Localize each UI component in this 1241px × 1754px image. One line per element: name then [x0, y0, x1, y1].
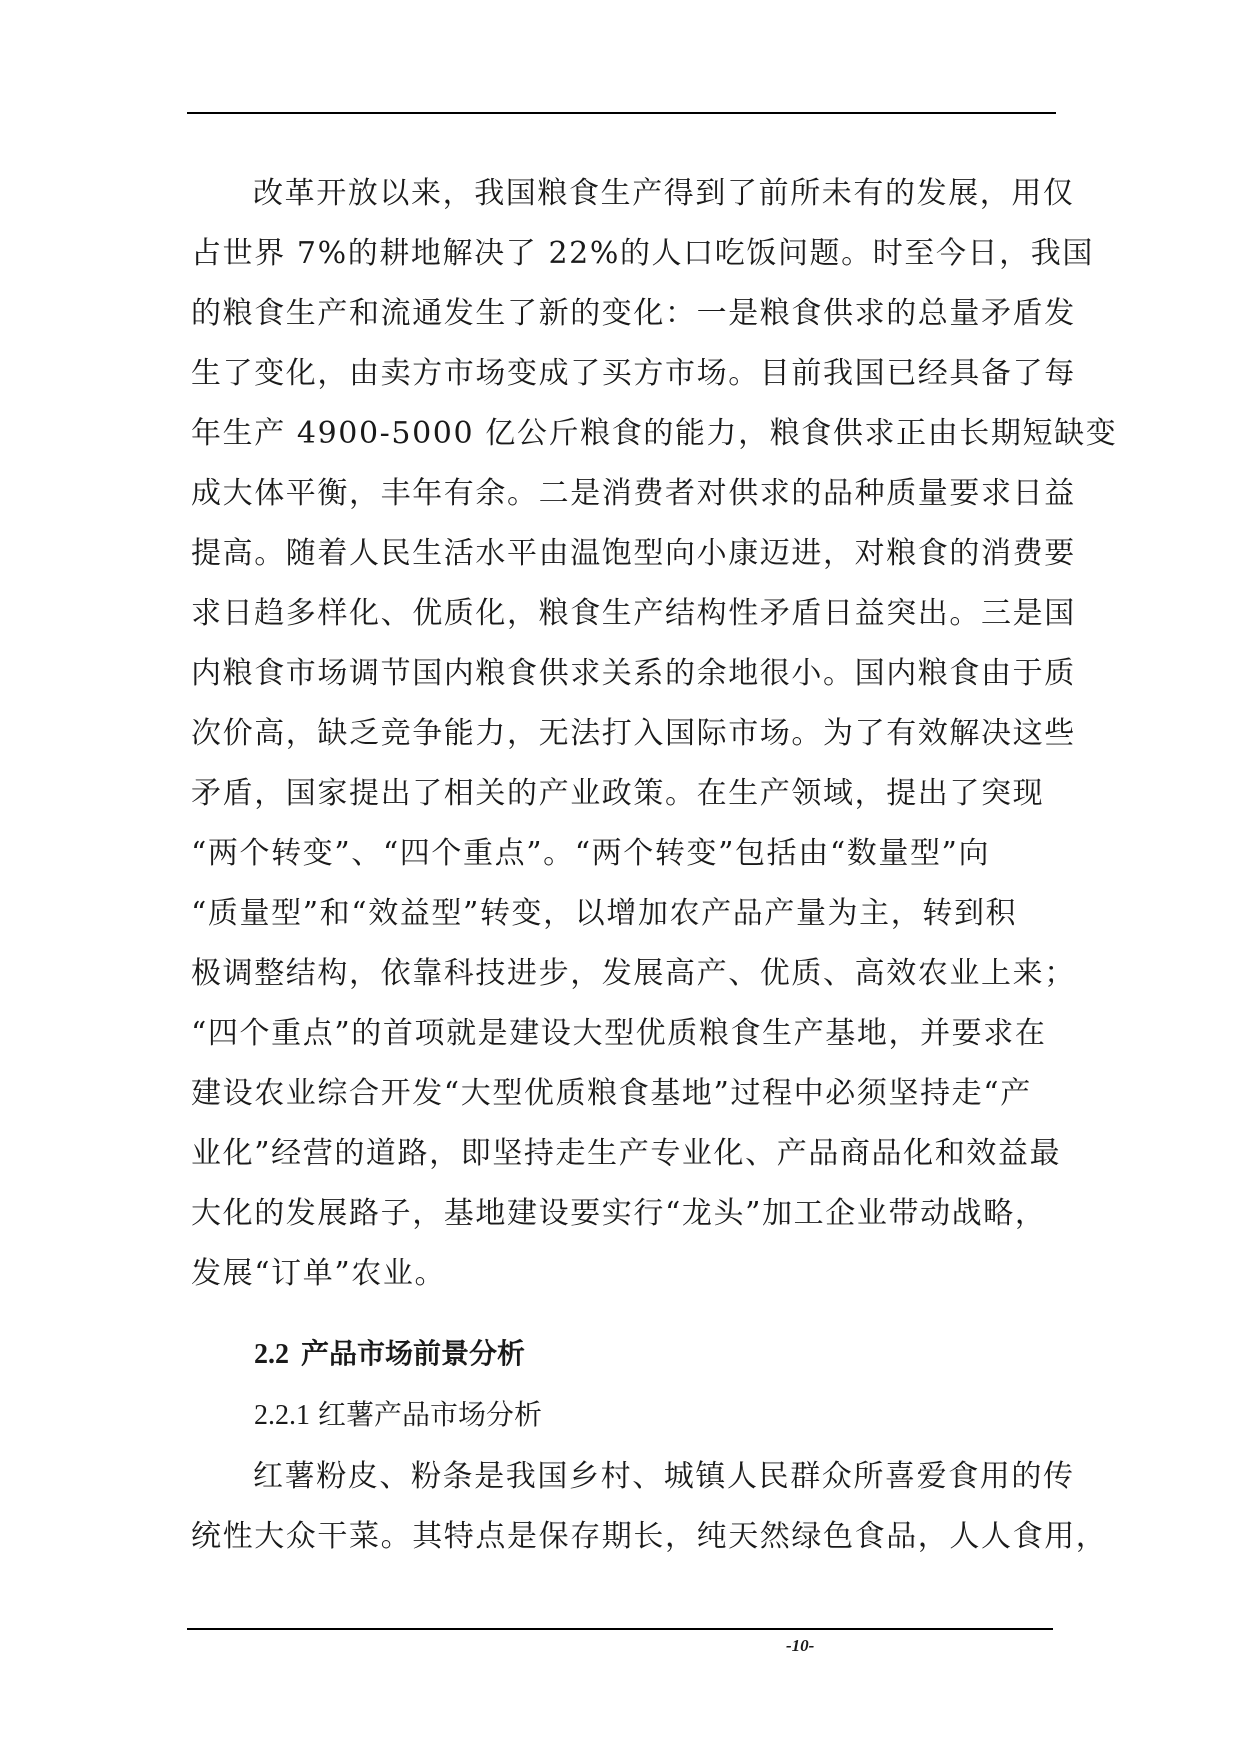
subsection-heading: [254, 1390, 542, 1441]
header-rule: [187, 112, 1056, 114]
body-paragraph-2: [191, 1447, 1108, 1567]
text-line: 统性大众干菜。其特点是保存期长，纯天然绿色食品，人人食用，: [191, 1519, 1108, 1554]
text-line: 红薯粉皮、粉条是我国乡村、城镇人民群众所喜爱食用的传: [253, 1459, 1075, 1494]
text-line: 改革开放以来，我国粮食生产得到了前所未有的发展，用仅: [253, 176, 1075, 211]
text-line: “四个重点”的首项就是建设大型优质粮食生产基地，并要求在: [191, 1016, 1047, 1051]
text-line: 的粮食生产和流通发生了新的变化：一是粮食供求的总量矛盾发: [191, 296, 1076, 331]
section-title: 产品市场前景分析: [301, 1337, 526, 1370]
text-line: 次价高，缺乏竞争能力，无法打入国际市场。为了有效解决这些: [191, 716, 1076, 751]
text-line: “质量型”和“效益型”转变，以增加农产品产量为主，转到积: [191, 896, 1018, 931]
section-heading: [254, 1329, 525, 1380]
page-number: -10-: [786, 1636, 815, 1655]
footer-rule: [187, 1628, 1053, 1630]
text-line: 年生产 4900-5000 亿公斤粮食的能力，粮食供求正由长期短缺变: [191, 416, 1118, 451]
text-line: “两个转变”、“四个重点”。“两个转变”包括由“数量型”向: [191, 836, 991, 871]
section-number: 2.2: [254, 1339, 289, 1370]
text-line: 提高。随着人民生活水平由温饱型向小康迈进，对粮食的消费要: [191, 536, 1076, 571]
text-line: 极调整结构，依靠科技进步，发展高产、优质、高效农业上来；: [191, 956, 1076, 991]
text-line: 矛盾，国家提出了相关的产业政策。在生产领域，提出了突现: [191, 776, 1045, 811]
text-line: 占世界 7%的耕地解决了 22%的人口吃饭问题。时至今日，我国: [191, 236, 1094, 271]
subsection-number: 2.2.1: [254, 1400, 310, 1431]
text-line: 生了变化，由卖方市场变成了买方市场。目前我国已经具备了每: [191, 356, 1076, 391]
text-line: 求日趋多样化、优质化，粮食生产结构性矛盾日益突出。三是国: [191, 596, 1076, 631]
text-line: 发展“订单”农业。: [191, 1256, 447, 1291]
text-line: 内粮食市场调节国内粮食供求关系的余地很小。国内粮食由于质: [191, 656, 1076, 691]
text-line: 成大体平衡，丰年有余。二是消费者对供求的品种质量要求日益: [191, 476, 1076, 511]
text-line: 建设农业综合开发“大型优质粮食基地”过程中必须坚持走“产: [191, 1076, 1032, 1111]
subsection-title: 红薯产品市场分析: [318, 1398, 543, 1431]
body-paragraph-1: [191, 164, 1118, 1304]
text-line: 大化的发展路子，基地建设要实行“龙头”加工企业带动战略，: [191, 1196, 1047, 1231]
text-line: 业化”经营的道路，即坚持走生产专业化、产品商品化和效益最: [191, 1136, 1062, 1171]
